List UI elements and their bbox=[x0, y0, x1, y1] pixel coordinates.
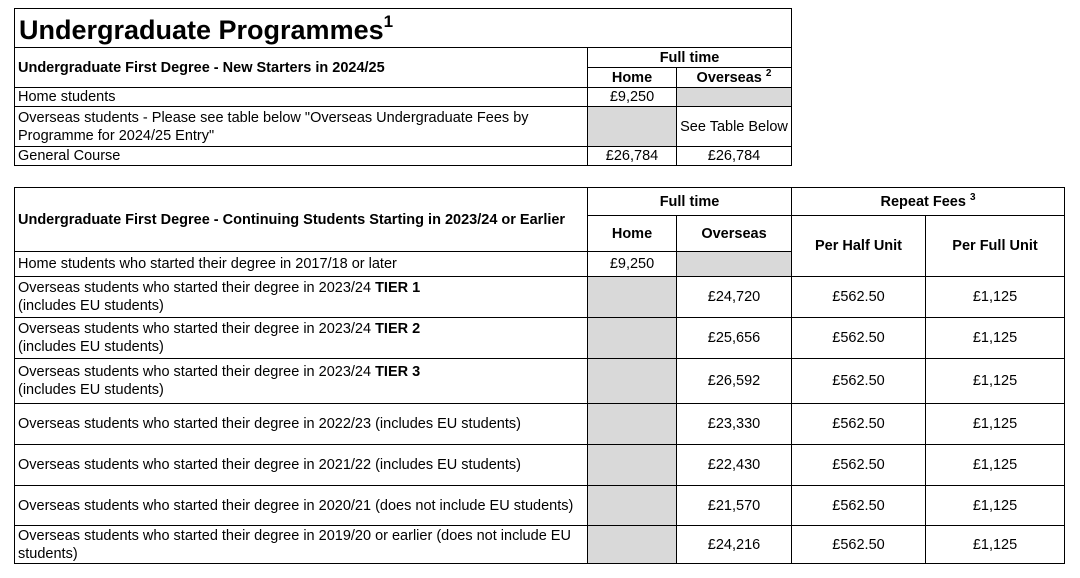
overseas-header-text: Overseas bbox=[696, 69, 762, 86]
overseas-fee-empty bbox=[677, 252, 792, 277]
page-title bbox=[15, 9, 792, 48]
home-header: Home bbox=[588, 216, 677, 252]
home-fee-empty bbox=[588, 526, 677, 564]
row-label: General Course bbox=[15, 147, 588, 166]
table-row bbox=[15, 359, 1065, 404]
full-unit-fee: £1,125 bbox=[926, 445, 1065, 486]
overseas-header bbox=[677, 68, 792, 88]
overseas-fee: £26,592 bbox=[677, 359, 792, 404]
table-row bbox=[15, 445, 1065, 486]
table-row bbox=[15, 147, 792, 166]
full-unit-fee: £1,125 bbox=[926, 318, 1065, 359]
home-fee-empty bbox=[588, 107, 677, 147]
half-unit-fee: £562.50 bbox=[792, 486, 926, 526]
repeat-fees-footnote: 3 bbox=[969, 191, 976, 203]
repeat-fees-header bbox=[792, 188, 1065, 216]
overseas-header: Overseas bbox=[677, 216, 792, 252]
row-label: Overseas students who started their degree in 2019/20 or earlier (does not include EU students) bbox=[15, 526, 588, 564]
overseas-footnote: 2 bbox=[765, 67, 772, 79]
table-row bbox=[15, 526, 1065, 564]
per-half-unit-header: Per Half Unit bbox=[792, 216, 926, 277]
half-unit-fee: £562.50 bbox=[792, 404, 926, 445]
tier-label: TIER 2 bbox=[375, 321, 421, 337]
row-label: Overseas students who started their degree in 2020/21 (does not include EU students) bbox=[15, 486, 588, 526]
overseas-fee: £21,570 bbox=[677, 486, 792, 526]
home-fee: £9,250 bbox=[588, 88, 677, 107]
new-starters-heading: Undergraduate First Degree - New Starters in 2024/25 bbox=[15, 48, 588, 88]
full-unit-fee: £1,125 bbox=[926, 486, 1065, 526]
overseas-fee: See Table Below bbox=[677, 107, 792, 147]
table-row bbox=[15, 486, 1065, 526]
home-fee: £26,784 bbox=[588, 147, 677, 166]
row-label: Overseas students who started their degree in 2021/22 (includes EU students) bbox=[15, 445, 588, 486]
title-footnote: 1 bbox=[383, 12, 394, 31]
overseas-fee: £22,430 bbox=[677, 445, 792, 486]
tier-label: TIER 3 bbox=[375, 364, 421, 380]
home-header: Home bbox=[588, 68, 677, 88]
home-fee-empty bbox=[588, 318, 677, 359]
row-label: Overseas students who started their degree in 2022/23 (includes EU students) bbox=[15, 404, 588, 445]
full-unit-fee: £1,125 bbox=[926, 526, 1065, 564]
home-fee-empty bbox=[588, 486, 677, 526]
continuing-heading: Undergraduate First Degree - Continuing Students Starting in 2023/24 or Earlier bbox=[15, 188, 588, 252]
overseas-fee-empty bbox=[677, 88, 792, 107]
tier-label: TIER 1 bbox=[375, 280, 421, 296]
home-fee-empty bbox=[588, 359, 677, 404]
table-row bbox=[15, 318, 1065, 359]
row-label bbox=[15, 277, 588, 318]
overseas-fee: £24,720 bbox=[677, 277, 792, 318]
repeat-fees-text: Repeat Fees bbox=[880, 193, 966, 210]
row-label: Overseas students - Please see table below "Overseas Undergraduate Fees by Programme for 2024/25 Entry" bbox=[15, 107, 588, 147]
half-unit-fee: £562.50 bbox=[792, 359, 926, 404]
half-unit-fee: £562.50 bbox=[792, 526, 926, 564]
row-label-note: (includes EU students) bbox=[18, 298, 164, 314]
half-unit-fee: £562.50 bbox=[792, 445, 926, 486]
full-unit-fee: £1,125 bbox=[926, 404, 1065, 445]
overseas-fee: £23,330 bbox=[677, 404, 792, 445]
overseas-fee: £24,216 bbox=[677, 526, 792, 564]
table-row bbox=[15, 404, 1065, 445]
row-label-text: Overseas students who started their degree in 2023/24 bbox=[18, 280, 376, 296]
home-fee-empty bbox=[588, 445, 677, 486]
row-label bbox=[15, 318, 588, 359]
home-fee-empty bbox=[588, 404, 677, 445]
table-row bbox=[15, 107, 792, 147]
overseas-fee: £26,784 bbox=[677, 147, 792, 166]
continuing-students-table bbox=[14, 187, 1065, 564]
new-starters-table bbox=[14, 8, 792, 166]
row-label-note: (includes EU students) bbox=[18, 382, 164, 398]
row-label: Home students bbox=[15, 88, 588, 107]
full-time-header: Full time bbox=[588, 188, 792, 216]
title-text: Undergraduate Programmes bbox=[19, 15, 384, 45]
row-label-text: Overseas students who started their degree in 2023/24 bbox=[18, 321, 376, 337]
half-unit-fee: £562.50 bbox=[792, 318, 926, 359]
full-time-header: Full time bbox=[588, 48, 792, 68]
home-fee: £9,250 bbox=[588, 252, 677, 277]
row-label-note: (includes EU students) bbox=[18, 339, 164, 355]
full-unit-fee: £1,125 bbox=[926, 277, 1065, 318]
full-unit-fee: £1,125 bbox=[926, 359, 1065, 404]
row-label bbox=[15, 359, 588, 404]
row-label-text: Overseas students who started their degree in 2023/24 bbox=[18, 364, 376, 380]
row-label: Home students who started their degree in 2017/18 or later bbox=[15, 252, 588, 277]
home-fee-empty bbox=[588, 277, 677, 318]
table-row bbox=[15, 88, 792, 107]
table-row bbox=[15, 277, 1065, 318]
per-full-unit-header: Per Full Unit bbox=[926, 216, 1065, 277]
overseas-fee: £25,656 bbox=[677, 318, 792, 359]
half-unit-fee: £562.50 bbox=[792, 277, 926, 318]
